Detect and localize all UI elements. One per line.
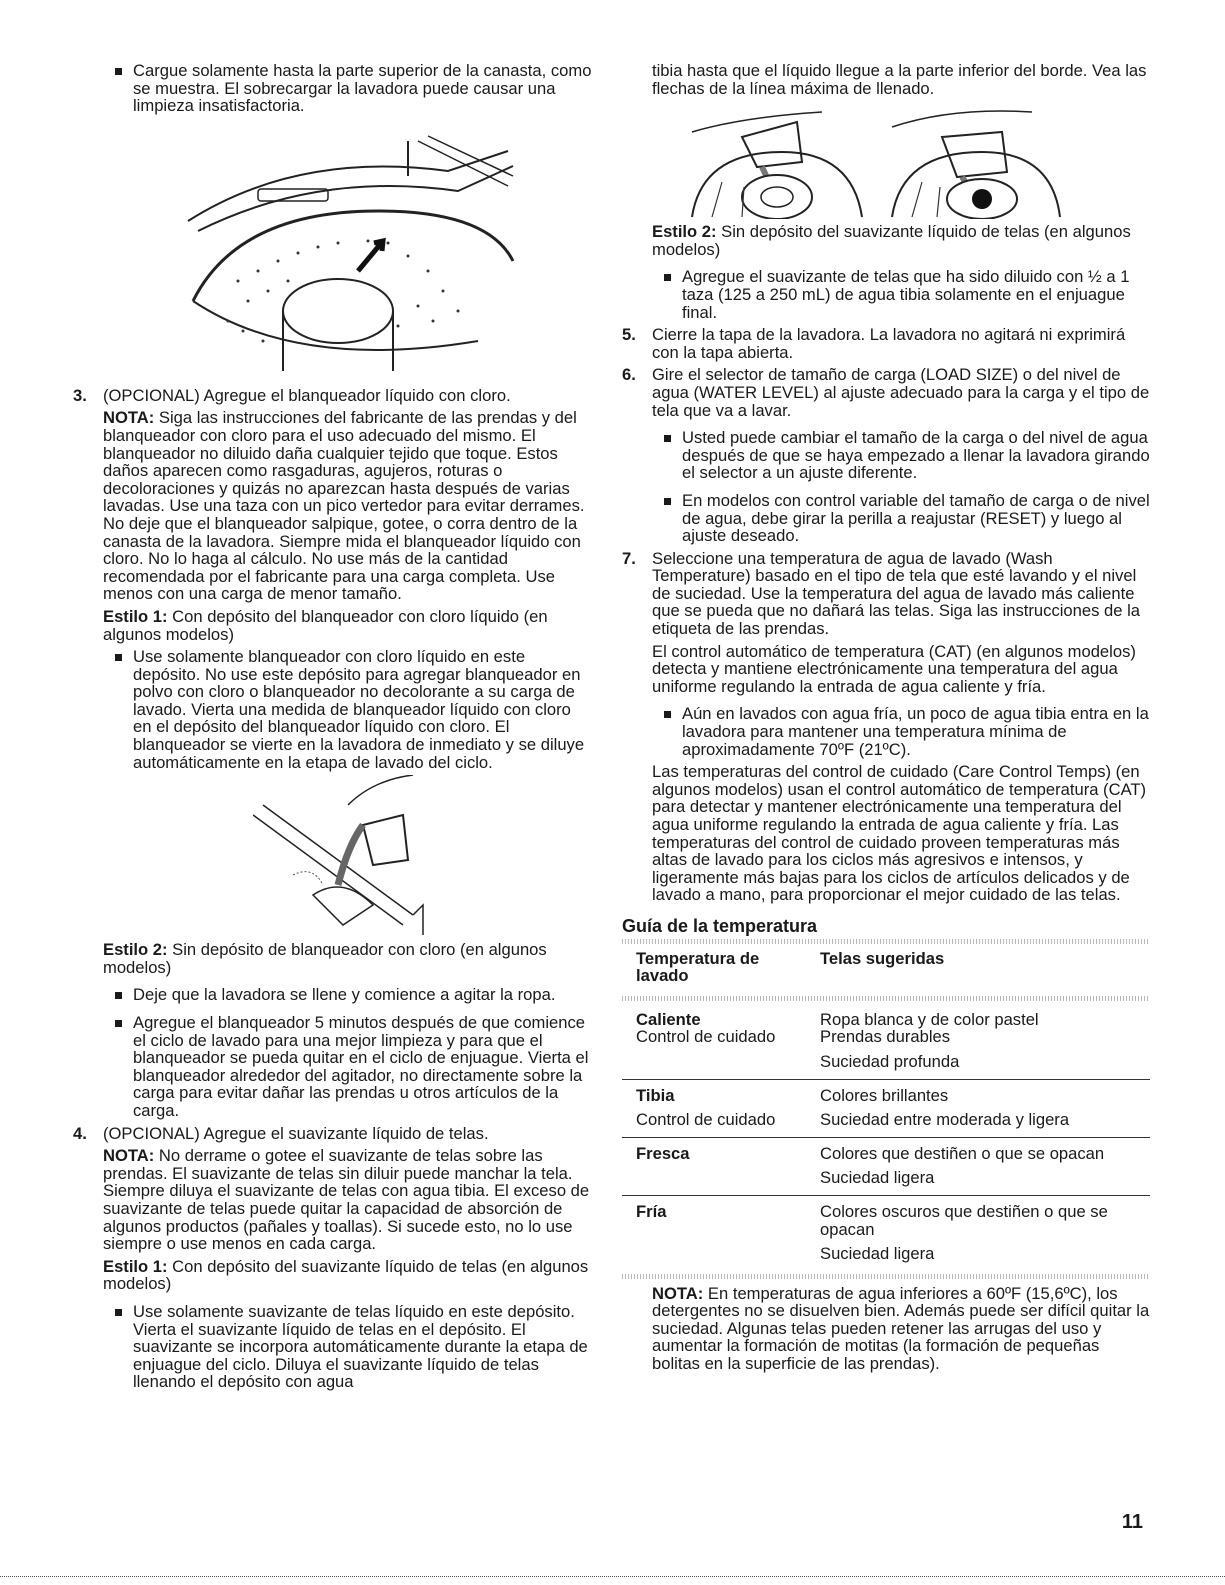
style-1-heading: Estilo 1: Con depósito del blanqueador con cloro líquido (en algunos modelos) (103, 606, 548, 644)
step-text: Cierre la tapa de la lavadora. La lavadora no agitará ni exprimirá con la tapa abierta. (652, 325, 1126, 362)
table-row (622, 1196, 1150, 1271)
temp-label: Caliente (636, 1009, 701, 1029)
step-number: 7. (622, 548, 636, 568)
fabric-item: Colores brillantes (820, 1085, 949, 1105)
divider (622, 939, 1150, 944)
fabrics-cell (820, 1087, 1150, 1129)
step-text: (OPCIONAL) Agregue el blanqueador líquido con cloro. (103, 385, 511, 405)
continued-text: tibia hasta que el líquido llegue a la parte inferior del borde. Vea las flechas de la línea máxima de llenado. (652, 61, 1147, 98)
style-2-bullet-1: Deje que la lavadora se llene y comience a agitar la ropa. (103, 986, 593, 1004)
table-header (622, 947, 1150, 993)
fabric-item: Suciedad ligera (820, 1244, 935, 1264)
temperature-guide-title: Guía de la temperatura (622, 915, 818, 936)
load-instruction-bullet: Cargue solamente hasta la parte superior de la canasta, como se muestra. El sobrecargar la lavadora puede causar una limpieza insatisfactoria. (103, 62, 593, 115)
step-5 (622, 326, 1150, 361)
temperature-guide-table (622, 947, 1150, 1279)
style-2-bullet-2: Agregue el blanqueador 5 minutos después de que comience el ciclo de lavado para una mejor limpieza y para que el blanqueador se pueda quitar en el ciclo de enjuague. Vierta el blanqueador alrededor del agitador, no directamente sobre la carga para evitar dañar las prendas u otros artículos de la carga. (103, 1014, 593, 1120)
cat-paragraph: El control automático de temperatura (CAT) (en algunos modelos) detecta y mantiene electrónicamente una temperatura del agua uniforme regulando la entrada de agua caliente y fría. (652, 641, 1136, 696)
table-row (622, 1138, 1150, 1195)
col-header-temperature: Temperatura de lavado (636, 948, 760, 986)
left-column (73, 61, 593, 1392)
note-paragraph: NOTA: Siga las instrucciones del fabricante de las prendas y del blanqueador con cloro para el uso adecuado del mismo. El blanqueador no diluido daña cualquier tejido que toque. Estos daños aparecen como rasgaduras, agujeros, roturas o decoloraciones y quizás no aparezcan hasta después de varias lavadas. Use una taza con un pico vertedor para evitar derrames. No deje que el blanqueador salpique, gotee, o corra dentro de la canasta de la lavadora. Siempre mida el blanqueador líquido con cloro. No lo haga al cálculo. No use más de la cantidad recomendada por el fabricante para una carga completa. Use menos con una carga de menor tamaño. (103, 408, 585, 604)
style-2-heading: Estilo 2: Sin depósito del suavizante líquido de telas (en algunos modelos) (652, 222, 1131, 259)
step-3 (73, 385, 593, 1120)
step-text: (OPCIONAL) Agregue el suavizante líquido de telas. (103, 1123, 489, 1143)
divider (622, 1274, 1150, 1279)
fabric-item: Prendas durables (820, 1027, 951, 1047)
bottom-rule (0, 1576, 1225, 1577)
table-row (622, 1080, 1150, 1137)
fabric-item: Suciedad entre moderada y ligera (820, 1110, 1070, 1130)
divider (622, 996, 1150, 1001)
style-1-bullet: Use solamente suavizante de telas líquido en este depósito. Vierta el suavizante líquido de telas en el depósito. El suavizante se incorpora automáticamente durante la etapa de enjuague del ciclo. Diluya el suavizante líquido de telas llenando el depósito con agua (103, 1303, 593, 1391)
step-6-bullet-2: En modelos con control variable del tamaño de carga o de nivel de agua, debe girar la perilla a reajustar (RESET) y luego al ajuste deseado. (652, 492, 1150, 545)
step-6-bullet-1: Usted puede cambiar el tamaño de la carga o del nivel de agua después de que se haya empezado a llenar la lavadora girando el selector a un ajuste diferente. (652, 429, 1150, 482)
temp-label: Fresca (636, 1143, 690, 1163)
fabrics-cell (820, 1203, 1150, 1263)
col-header-fabrics: Telas sugeridas (820, 948, 945, 968)
temp-cell (636, 1145, 820, 1187)
style-1-heading: Estilo 1: Con depósito del suavizante líquido de telas (en algunos modelos) (103, 1256, 589, 1294)
bleach-pouring-illustration (253, 775, 443, 935)
step-number: 6. (622, 365, 636, 385)
temp-cell (636, 1203, 820, 1263)
style-1-bullet: Use solamente blanqueador con cloro líquido en este depósito. No use este depósito para agregar blanqueador en polvo con cloro o blanqueador no decolorante a su carga de lavado. Vierta una medida de blanqueador líquido con cloro en el depósito del blanqueador líquido con cloro. El blanqueador se vierte en la lavadora de inmediato y se diluye automáticamente en la etapa de lavado del ciclo. (103, 648, 593, 771)
fabric-item: Suciedad ligera (820, 1168, 935, 1188)
step-number: 4. (73, 1123, 87, 1143)
step-number: 3. (73, 385, 87, 405)
temp-sub: Control de cuidado (636, 1027, 776, 1047)
step-number: 5. (622, 325, 636, 345)
fabrics-cell (820, 1011, 1150, 1071)
style-2-bullet-wrap (622, 268, 1150, 321)
softener-pouring-illustration (682, 107, 1062, 219)
temp-label: Tibia (636, 1085, 675, 1105)
right-column (622, 62, 1150, 1373)
step-4 (73, 1123, 593, 1392)
guide-note: NOTA: En temperaturas de agua inferiores a 60ºF (15,6ºC), los detergentes no se disuelven bien. Además puede ser difícil quitar la suciedad. Algunas telas pueden retener las arrugas del uso y aumentar la formación de motitas (la formación de pequeñas bolitas en la superficie de las prendas). (652, 1283, 1150, 1374)
style-2-bullet: Agregue el suavizante de telas que ha sido diluido con ½ a 1 taza (125 a 250 mL) de agua tibia solamente en el enjuague final. (652, 268, 1150, 321)
care-control-paragraph: Las temperaturas del control de cuidado (Care Control Temps) (en algunos modelos) usan el control automático de temperatura (CAT) para detectar y mantener electrónicamente una temperatura del agua uniforme regulando la entrada de agua caliente y fría. Las temperaturas del control de cuidado proveen temperaturas más altas de lavado para los ciclos más agresivos e intensos, y ligeramente más bajas para los ciclos de artículos delicados y de lavado a mano, para proporcionar el mejor cuidado de las telas. (652, 762, 1147, 905)
style-2-heading: Estilo 2: Sin depósito de blanqueador con cloro (en algunos modelos) (103, 940, 547, 977)
washer-basket-illustration (178, 131, 518, 371)
fabric-item: Colores oscuros que destiñen o que se opacan (820, 1201, 1108, 1239)
fabric-item: Suciedad profunda (820, 1051, 960, 1071)
temp-sub: Control de cuidado (636, 1110, 776, 1130)
step-6 (622, 366, 1150, 544)
page-number: 11 (1121, 1511, 1143, 1533)
fabric-item: Colores que destiñen o que se opacan (820, 1143, 1105, 1163)
fabrics-cell (820, 1145, 1150, 1187)
temp-cell (636, 1011, 820, 1071)
step-text: Seleccione una temperatura de agua de lavado (Wash Temperature) basado en el tipo de tela que esté lavando y el nivel de suciedad. Use la temperatura del agua de lavado más caliente que se pueda que no dañará las telas. Siga las instrucciones de la etiqueta de las prendas. (652, 548, 1141, 639)
temp-label: Fría (636, 1201, 667, 1221)
note-paragraph: NOTA: No derrame o gotee el suavizante de telas sobre las prendas. El suavizante de telas sin diluir puede manchar la tela. Siempre diluya el suavizante de telas con agua tibia. El exceso de suavizante de telas puede quitar la capacidad de absorción de algunos productos (pañales y toallas). Si sucede esto, no lo use siempre o use menos en cada carga. (103, 1146, 590, 1254)
fabric-item: Ropa blanca y de color pastel (820, 1009, 1039, 1029)
step-7 (622, 550, 1150, 759)
temp-cell (636, 1087, 820, 1129)
step-text: Gire el selector de tamaño de carga (LOAD SIZE) o del nivel de agua (WATER LEVEL) al ajuste adecuado para la carga y el tipo de tela que va a lavar. (652, 365, 1150, 420)
step-7-bullet: Aún en lavados con agua fría, un poco de agua tibia entra en la lavadora para mantener una temperatura mínima de aproximadamente 70ºF (21ºC). (652, 705, 1150, 758)
table-row (622, 1004, 1150, 1079)
